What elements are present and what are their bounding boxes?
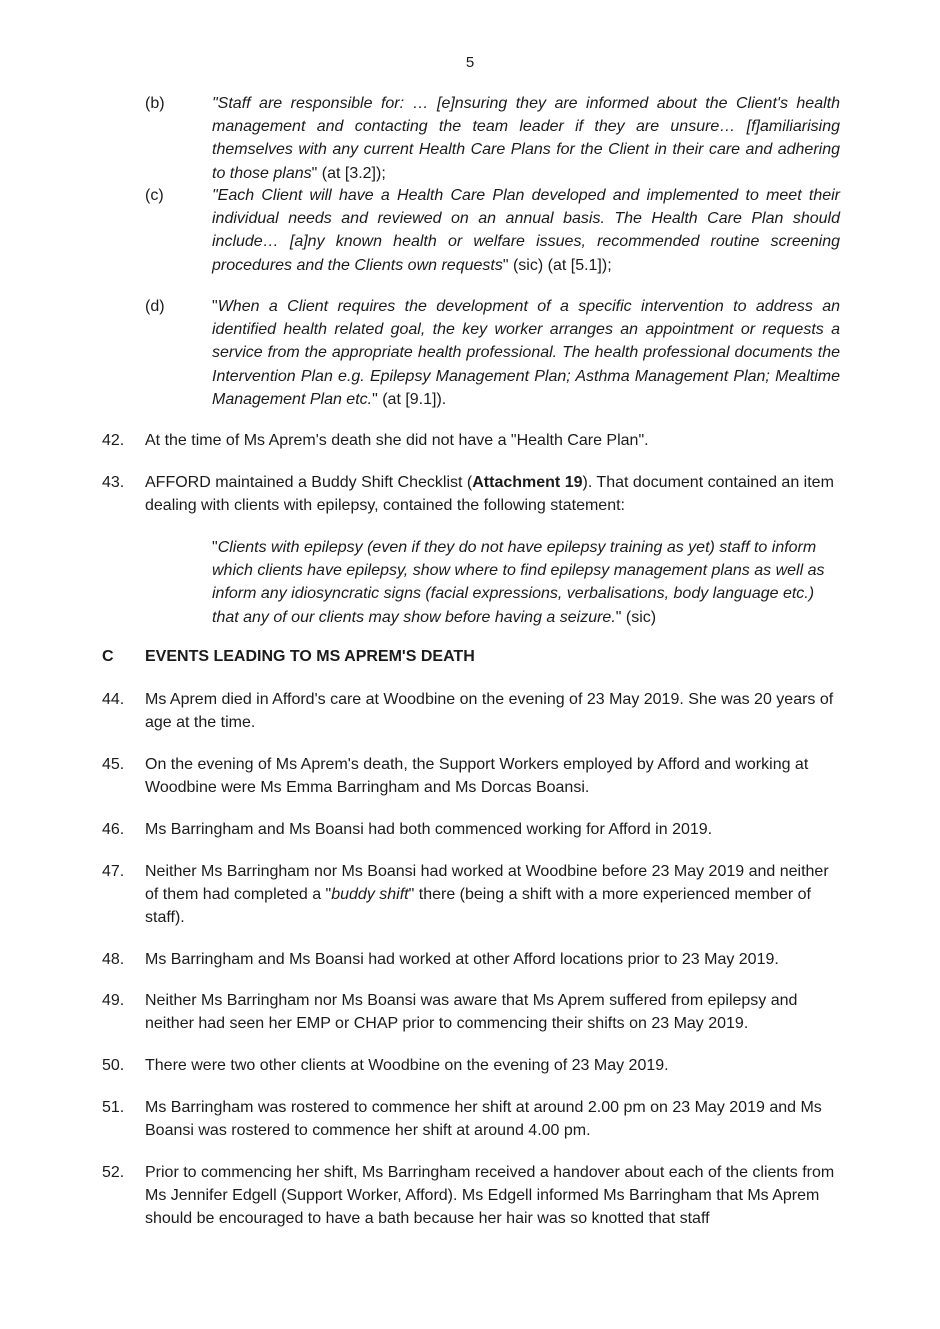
- subitem-label: (c): [145, 187, 164, 204]
- paragraph-number: 42.: [102, 432, 125, 449]
- paragraph-number: 51.: [102, 1099, 125, 1116]
- paragraph-number: 45.: [102, 756, 125, 773]
- open-quote: ": [212, 298, 218, 315]
- citation: " (sic): [615, 608, 657, 626]
- paragraph-number: 52.: [102, 1164, 125, 1181]
- paragraph-number: 49.: [102, 992, 125, 1009]
- paragraph-number: 47.: [102, 863, 125, 880]
- paragraph-text: Neither Ms Barringham nor Ms Boansi was aware that Ms Aprem suffered from epilepsy and neither had seen her EMP or CHAP prior to commencing their shifts on 23 May 2019.: [145, 992, 798, 1033]
- paragraph-text: [145, 471, 845, 517]
- block-quote: [212, 536, 842, 629]
- section-title: EVENTS LEADING TO MS APREM'S DEATH: [145, 648, 475, 665]
- subitem-text: [212, 295, 840, 411]
- subitem-text: [212, 184, 840, 277]
- paragraph-number: 43.: [102, 474, 125, 491]
- paragraph-text: Ms Aprem died in Afford's care at Woodbine on the evening of 23 May 2019. She was 20 years of age at the time.: [145, 691, 834, 732]
- paragraph-text: Ms Barringham and Ms Boansi had worked at other Afford locations prior to 23 May 2019.: [145, 951, 779, 968]
- subitem-label: (d): [145, 298, 165, 315]
- page-number: 5: [465, 54, 475, 71]
- paragraph-text: At the time of Ms Aprem's death she did not have a "Health Care Plan".: [145, 432, 649, 449]
- text-run: ). That document contained an item dealing with clients with epilepsy, contained the following statement:: [145, 474, 834, 515]
- paragraph-text: Ms Barringham was rostered to commence her shift at around 2.00 pm on 23 May 2019 and Ms Boansi was rostered to commence her shift at around 4.00 pm.: [145, 1099, 822, 1140]
- paragraph-text: On the evening of Ms Aprem's death, the Support Workers employed by Afford and working at Woodbine were Ms Emma Barringham and Ms Dorcas Boansi.: [145, 756, 809, 797]
- subitem-label: (b): [145, 95, 165, 112]
- section-letter: C: [102, 648, 114, 665]
- quoted-text: Clients with epilepsy (even if they do not have epilepsy training as yet) staff to inform which clients have epilepsy, show where to find epilepsy management plans as well as inform any idiosyncratic signs (facial expressions, verbalisations, body language etc.) that any of our clients may show before having a seizure.: [212, 539, 825, 626]
- paragraph-text: There were two other clients at Woodbine on the evening of 23 May 2019.: [145, 1057, 669, 1074]
- citation: " (at [3.2]);: [311, 164, 386, 182]
- paragraph-text: [145, 860, 845, 930]
- text-run: AFFORD maintained a Buddy Shift Checklist (: [145, 474, 473, 491]
- open-quote: ": [212, 539, 218, 556]
- citation: " (sic) (at [5.1]);: [502, 256, 612, 274]
- paragraph-text: Ms Barringham and Ms Boansi had both commenced working for Afford in 2019.: [145, 821, 713, 838]
- quoted-text: "Staff are responsible for: … [e]nsuring they are informed about the Client's health management and contacting the team leader if they are unsure… [f]amiliarising themselves with any current Health Care Plans for the Client in their care and adhering to those plans: [212, 95, 840, 182]
- paragraph-number: 48.: [102, 951, 125, 968]
- subitem-text: [212, 92, 840, 185]
- quoted-text: "Each Client will have a Health Care Plan developed and implemented to meet their individual needs and reviewed on an annual basis. The Health Care Plan should include… [a]ny known health or welfare issues, recommended routine screening procedures and the Clients own requests: [212, 187, 840, 274]
- text-run: " there (being a shift with a more experienced member of staff).: [145, 886, 811, 927]
- text-run: Neither Ms Barringham nor Ms Boansi had worked at Woodbine before 23 May 2019 and neither of them had completed a ": [145, 863, 829, 904]
- paragraph-text: Prior to commencing her shift, Ms Barringham received a handover about each of the clients from Ms Jennifer Edgell (Support Worker, Afford). Ms Edgell informed Ms Barringham that Ms Aprem should be encouraged to have a bath because her hair was so knotted that staff: [145, 1164, 835, 1228]
- italic-term: buddy shift: [331, 886, 409, 904]
- paragraph-number: 50.: [102, 1057, 125, 1074]
- paragraph-number: 46.: [102, 821, 125, 838]
- quoted-text: When a Client requires the development of a specific intervention to address an identified health related goal, the key worker arranges an appointment or requests a service from the appropriate health professional. The health professional documents the Intervention Plan e.g. Epilepsy Management Plan; Asthma Management Plan; Mealtime Management Plan etc.: [212, 298, 840, 408]
- citation: " (at [9.1]).: [372, 390, 447, 408]
- paragraph-number: 44.: [102, 691, 125, 708]
- attachment-reference: Attachment 19: [472, 474, 583, 491]
